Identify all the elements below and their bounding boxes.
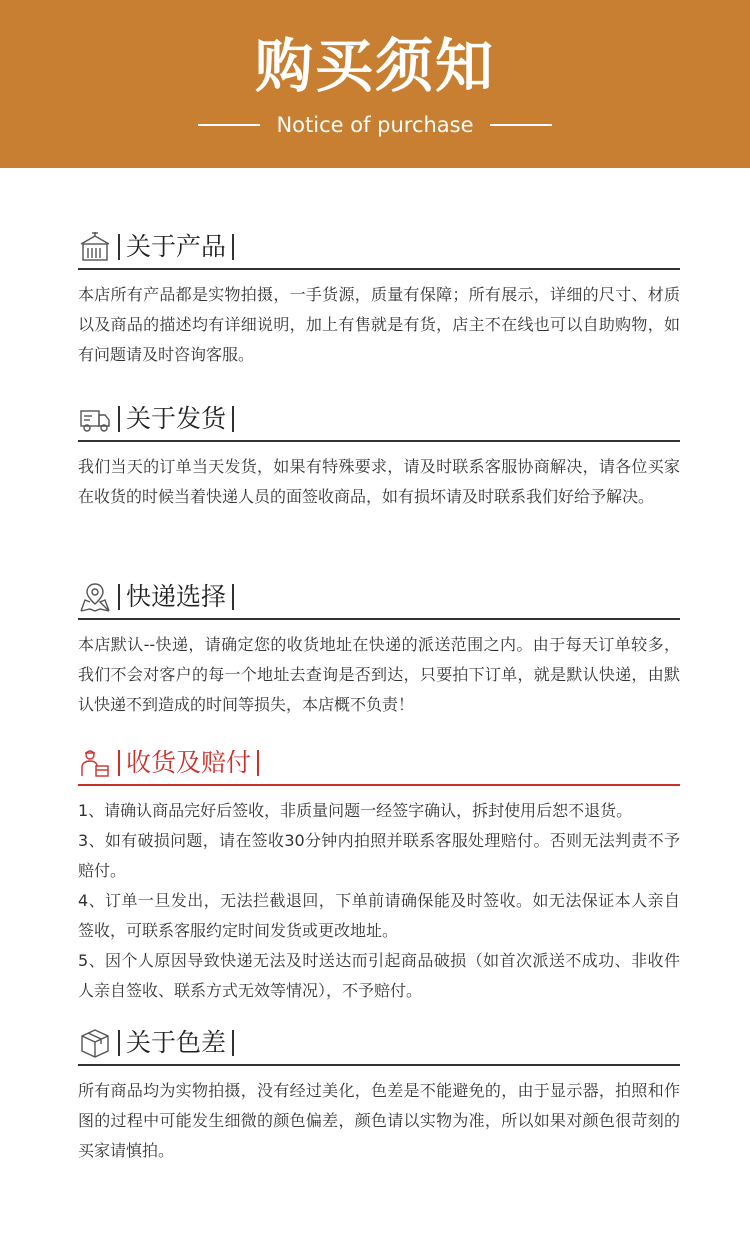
title-bar-right bbox=[257, 750, 259, 776]
section-header bbox=[78, 576, 680, 620]
section-header bbox=[78, 226, 680, 270]
list-item: 1、请确认商品完好后签收，非质量问题一经签字确认，拆封使用后恕不退货。 bbox=[78, 801, 633, 820]
title-bar-right bbox=[232, 584, 234, 610]
courier-person-icon bbox=[78, 746, 112, 780]
title-bar-left bbox=[118, 750, 120, 776]
paragraph: 所有商品均为实物拍摄，没有经过美化，色差是不能避免的，由于显示器，拍照和作图的过程中可能发生细微的颜色偏差，颜色请以实物为准，所以如果对颜色很苛刻的买家请慎拍。 bbox=[78, 1081, 680, 1160]
paragraph: 我们当天的订单当天发货，如果有特殊要求，请及时联系客服协商解决，请各位买家在收货的时候当着快递人员的面签收商品，如有损坏请及时联系我们好给予解决。 bbox=[78, 457, 680, 506]
section-header bbox=[78, 398, 680, 442]
title-bar-right bbox=[232, 406, 234, 432]
list-item: 3、如有破损问题，请在签收30分钟内拍照并联系客服处理赔付。否则无法判责不予赔付。 bbox=[78, 831, 680, 880]
section-title: 关于色差 bbox=[126, 1028, 227, 1057]
section-color-difference bbox=[78, 1022, 680, 1166]
map-pin-icon bbox=[78, 580, 112, 614]
package-box-icon bbox=[78, 1026, 112, 1060]
section-title: 关于产品 bbox=[126, 232, 227, 261]
section-title: 关于发货 bbox=[126, 404, 227, 433]
title-bar-left bbox=[118, 234, 120, 260]
page-title: 购买须知 bbox=[254, 32, 495, 100]
divider-right bbox=[490, 124, 552, 126]
title-bar-right bbox=[232, 1030, 234, 1056]
delivery-truck-icon bbox=[78, 402, 112, 436]
list-item: 5、因个人原因导致快递无法及时送达而引起商品破损（如首次派送不成功、非收件人亲自签收、联系方式无效等情况），不予赔付。 bbox=[78, 951, 680, 1000]
title-bar-left bbox=[118, 1030, 120, 1056]
header-banner bbox=[0, 0, 750, 168]
section-body bbox=[78, 280, 680, 370]
title-bar-left bbox=[118, 406, 120, 432]
section-receipt-compensation bbox=[78, 742, 680, 1006]
section-body bbox=[78, 630, 680, 720]
section-body bbox=[78, 1076, 680, 1166]
divider-left bbox=[198, 124, 260, 126]
subtitle-row bbox=[0, 110, 750, 140]
section-shipping bbox=[78, 398, 680, 512]
list-item: 4、订单一旦发出，无法拦截退回，下单前请确保能及时签收。如无法保证本人亲自签收，可联系客服约定时间发货或更改地址。 bbox=[78, 891, 680, 940]
section-title: 收货及赔付 bbox=[126, 748, 252, 777]
section-product bbox=[78, 226, 680, 370]
warehouse-icon bbox=[78, 230, 112, 264]
paragraph: 本店默认--快递，请确定您的收货地址在快递的派送范围之内。由于每天订单较多，我们不会对客户的每一个地址去查询是否到达，只要拍下订单，就是默认快递，由默认快递不到造成的时间等损失，本店概不负责！ bbox=[78, 635, 680, 714]
section-body bbox=[78, 796, 680, 1006]
section-title: 快递选择 bbox=[126, 582, 227, 611]
section-body bbox=[78, 452, 680, 512]
section-courier bbox=[78, 576, 680, 720]
section-header bbox=[78, 742, 680, 786]
section-header bbox=[78, 1022, 680, 1066]
title-bar-left bbox=[118, 584, 120, 610]
page-subtitle: Notice of purchase bbox=[276, 113, 474, 137]
paragraph: 本店所有产品都是实物拍摄，一手货源，质量有保障；所有展示，详细的尺寸、材质以及商品的描述均有详细说明，加上有售就是有货，店主不在线也可以自助购物，如有问题请及时咨询客服。 bbox=[78, 285, 680, 364]
title-bar-right bbox=[232, 234, 234, 260]
